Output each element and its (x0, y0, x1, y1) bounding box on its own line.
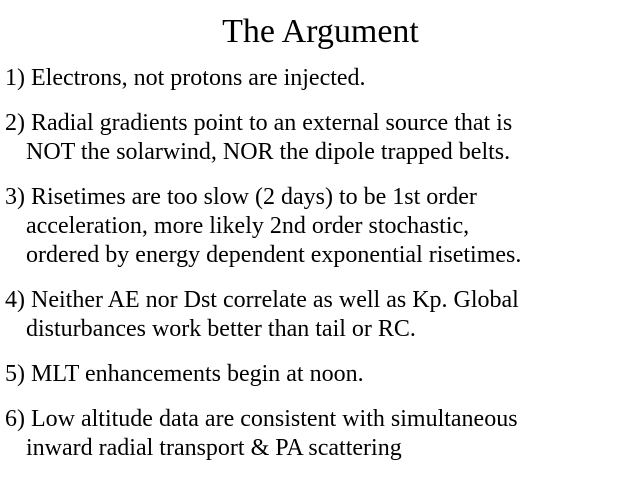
argument-list (5, 64, 636, 463)
list-item-2 (5, 109, 636, 167)
slide-title: The Argument (222, 13, 419, 50)
list-item-3 (5, 183, 636, 270)
list-item-line: 5) MLT enhancements begin at noon. (5, 361, 364, 387)
list-item-line: inward radial transport & PA scattering (26, 435, 402, 461)
list-item-6 (5, 405, 636, 463)
list-item-5 (5, 360, 636, 389)
list-item-line: NOT the solarwind, NOR the dipole trapped belts. (26, 139, 511, 165)
list-item-line: disturbances work better than tail or RC. (26, 316, 416, 342)
list-item-line: acceleration, more likely 2nd order stochastic, (26, 213, 470, 239)
list-item-line: 6) Low altitude data are consistent with simultaneous (5, 406, 518, 432)
list-item-4 (5, 286, 636, 344)
list-item-line: 4) Neither AE nor Dst correlate as well as Kp. Global (5, 287, 519, 313)
list-item-line: 3) Risetimes are too slow (2 days) to be 1st order (5, 184, 477, 210)
list-item-line: 2) Radial gradients point to an external source that is (5, 110, 513, 136)
list-item-line: ordered by energy dependent exponential risetimes. (26, 242, 522, 268)
list-item-1 (5, 64, 636, 93)
list-item-line: 1) Electrons, not protons are injected. (5, 65, 366, 91)
